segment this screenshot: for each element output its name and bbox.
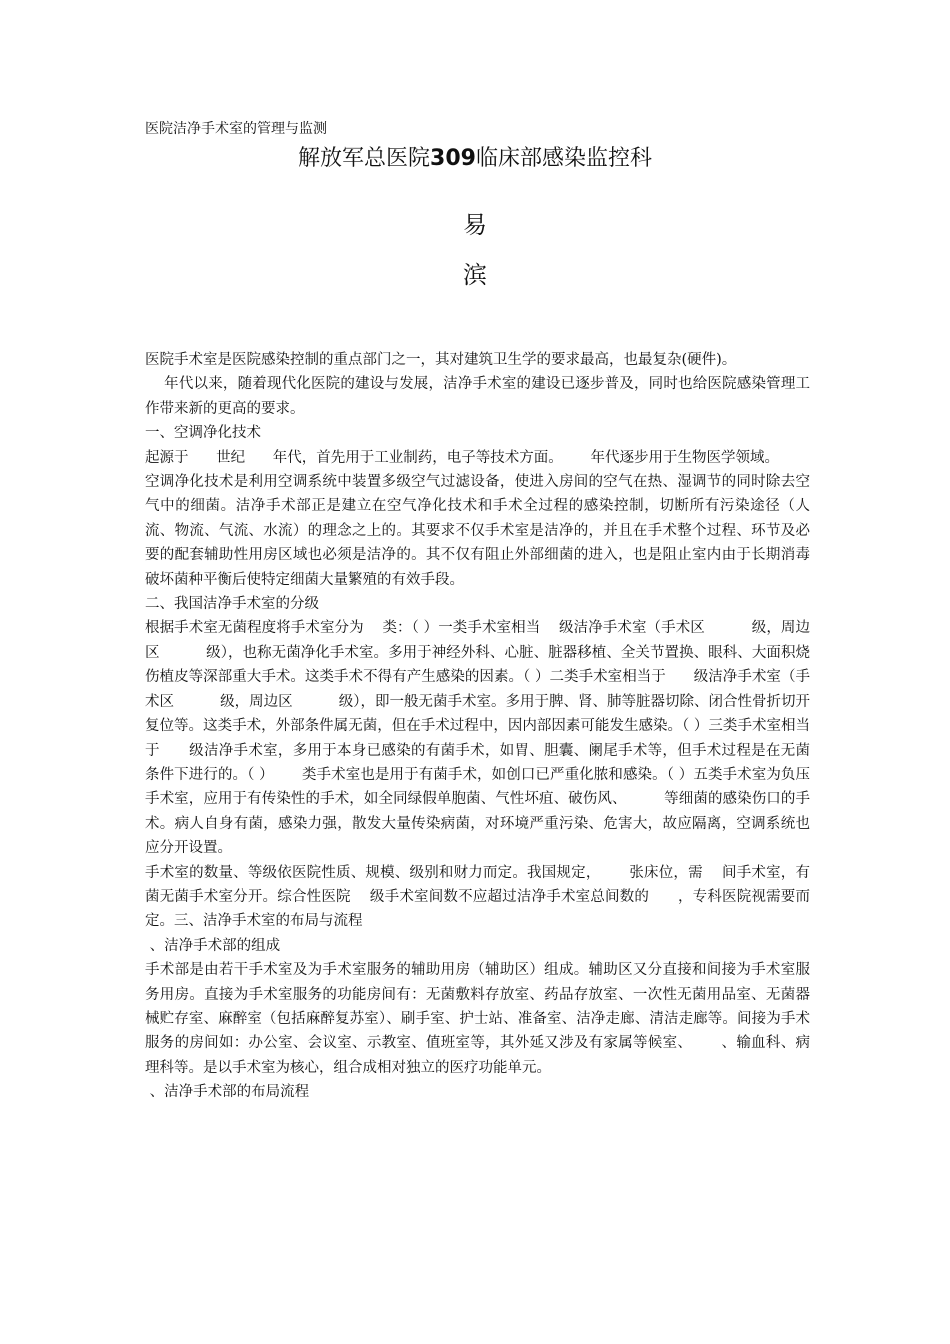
author-affiliation-heading <box>0 145 950 173</box>
subsection-heading: 、洁净手术部的组成 <box>145 937 281 954</box>
author-name-line-2: 滨 <box>463 261 487 289</box>
affiliation-prefix: 解放军总医院 <box>298 146 431 171</box>
body-paragraph: 医院手术室是医院感染控制的重点部门之一，其对建筑卫生学的要求最高，也最复杂(硬件)。 <box>145 352 737 368</box>
body-paragraph: 手术室的数量、等级依医院性质、规模、级别和财力而定。我国规定， 张床位，需 间手术室，有菌无菌手术室分开。综合性医院 级手术室间数不应超过洁净手术室总间数的 ，专科医院视需要而定。三、洁净手术室的布局与流程 <box>145 864 810 930</box>
body-paragraph: 根据手术室无菌程度将手术室分为 类：（ ）一类手术室相当 级洁净手术室（手术区 级，周边区 级），也称无菌净化手术室。多用于神经外科、心脏、脏器移植、全关节置换、眼科、大面积烧伤植皮等深部重大手术。这类手术不得有产生感染的因素。（ ）二类手术室相当于 级洁净手术室（手术区 级，周边区 级），即一般无菌手术室。多用于脾、肾、肺等脏器切除、闭合性骨折切开复位等。这类手术，外部条件属无菌，但在手术过程中，因内部因素可能发生感染。（ ）三类手术室相当于 级洁净手术室，多用于本身已感染的有菌手术，如胃、胆囊、阑尾手术等，但手术过程是在无菌条件下进行的。（ ） 类手术室也是用于有菌手术，如创口已严重化脓和感染。（ ）五类手术室为负压手术室，应用于有传染性的手术，如全同绿假单胞菌、气性坏疽、破伤风、 等细菌的感染伤口的手术。病人自身有菌，感染力强，散发大量传染病菌，对环境严重污染、危害大，故应隔离，空调系统也应分开设置。 <box>145 620 810 857</box>
body-paragraph: 起源于 世纪 年代，首先用于工业制药，电子等技术方面。 年代逐步用于生物医学领域。 <box>145 449 779 466</box>
author-name-line-1: 易 <box>463 211 487 239</box>
body-paragraph: 年代以来，随着现代化医院的建设与发展，洁净手术室的建设已逐步普及，同时也给医院感染管理工作带来新的更高的要求。 <box>145 376 811 417</box>
section-heading: 二、我国洁净手术室的分级 <box>145 596 319 613</box>
affiliation-suffix: 临床部感染监控科 <box>475 146 652 171</box>
document-title: 医院洁净手术室的管理与监测 <box>145 121 327 137</box>
section-heading: 一、空调净化技术 <box>145 425 261 442</box>
subsection-heading: 、洁净手术部的布局流程 <box>145 1084 310 1101</box>
body-paragraph: 手术部是由若干手术室及为手术室服务的辅助用房（辅助区）组成。辅助区又分直接和间接为手术室服务用房。直接为手术室服务的功能房间有：无菌敷料存放室、药品存放室、一次性无菌用品室、无菌器械贮存室、麻醉室（包括麻醉复苏室）、刷手室、护士站、准备室、洁净走廊、清洁走廊等。间接为手术服务的房间如：办公室、会议室、示教室、值班室等，其外延又涉及有家属等候室、 、输血科、病理科等。是以手术室为核心，组合成相对独立的医疗功能单元。 <box>145 962 810 1076</box>
affiliation-number: 309 <box>430 146 476 171</box>
document-body <box>145 348 810 1105</box>
body-paragraph: 空调净化技术是利用空调系统中装置多级空气过滤设备，使进入房间的空气在热、湿调节的同时除去空气中的细菌。洁净手术部正是建立在空气净化技术和手术全过程的感染控制，切断所有污染途径（人流、物流、气流、水流）的理念之上的。其要求不仅手术室是洁净的，并且在手术整个过程、环节及必要的配套辅助性用房区域也必须是洁净的。其不仅有阻止外部细菌的进入，也是阻止室内由于长期消毒破坏菌种平衡后使特定细菌大量繁殖的有效手段。 <box>145 474 810 588</box>
